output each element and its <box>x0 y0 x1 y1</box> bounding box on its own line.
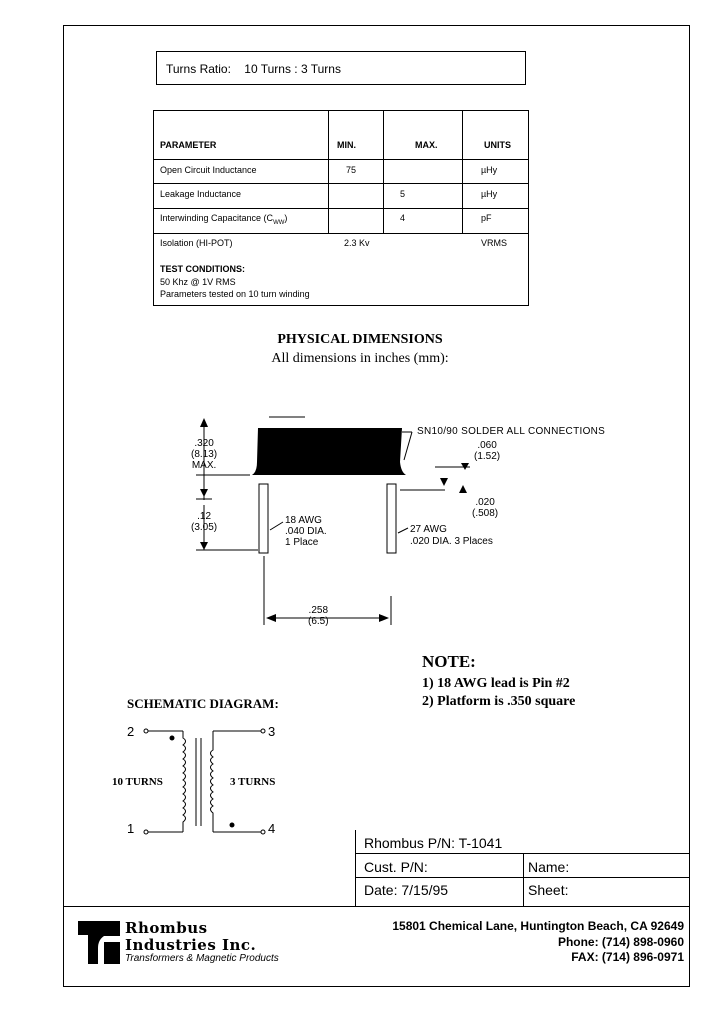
dim-b-in: .020 <box>475 497 495 508</box>
drawer-name: Name: <box>528 859 570 875</box>
header-min: MIN. <box>337 140 356 150</box>
lead-18awg-label <box>285 515 327 548</box>
lead1-dia: .040 DIA. <box>285 526 327 537</box>
tb-divider <box>355 877 690 878</box>
tb-divider <box>523 853 524 906</box>
spacing-dimension <box>308 605 329 627</box>
lead1-gauge: 18 AWG <box>285 515 322 526</box>
param-tail: ) <box>284 213 288 223</box>
rhombus-logo-mark <box>104 942 120 964</box>
lead2-dia: .020 DIA. 3 Places <box>410 536 493 547</box>
footer-divider <box>63 906 690 907</box>
header-parameter: PARAMETER <box>160 140 217 150</box>
lead-len-mm: (3.05) <box>191 522 218 533</box>
row-parameter: Open Circuit Inductance <box>160 165 257 175</box>
arrow-head <box>200 489 208 497</box>
note-item: 1) 18 AWG lead is Pin #2 <box>422 676 570 691</box>
tb-divider <box>355 853 690 854</box>
test-conditions-title: TEST CONDITIONS: <box>160 264 245 274</box>
arrow-head <box>200 418 208 427</box>
row-units: VRMS <box>481 238 508 248</box>
customer-part-number: Cust. P/N: <box>364 859 428 875</box>
arrow-head <box>459 485 467 493</box>
row-units: µHy <box>481 189 498 199</box>
row-units: µHy <box>481 165 498 175</box>
company-address: 15801 Chemical Lane, Huntington Beach, CA 92649 <box>392 919 684 933</box>
secondary-turns-label: 3 TURNS <box>230 776 276 788</box>
pin-label-2: 2 <box>127 724 135 739</box>
dim-b-mm: (.508) <box>472 508 499 519</box>
polarity-dot <box>170 736 175 741</box>
dim-a-mm: (1.52) <box>474 451 501 462</box>
solder-leader <box>404 432 412 460</box>
row-min: 75 <box>346 165 357 175</box>
test-condition-line: 50 Khz @ 1V RMS <box>160 277 236 287</box>
test-condition-line: Parameters tested on 10 turn winding <box>160 289 310 299</box>
lead-len-in: .12 <box>197 511 212 522</box>
turns-ratio-label: Turns Ratio: <box>166 62 231 76</box>
arrow-head <box>379 614 389 622</box>
header-units: UNITS <box>484 140 511 150</box>
pin-terminal <box>261 830 265 834</box>
solder-note: SN10/90 SOLDER ALL CONNECTIONS <box>417 426 606 437</box>
polarity-dot <box>230 823 235 828</box>
pin-terminal <box>144 729 148 733</box>
component-body <box>252 428 406 475</box>
row-max: 5 <box>400 189 406 199</box>
header-max: MAX. <box>415 140 438 150</box>
lead-27awg <box>387 484 396 553</box>
tb-divider <box>355 830 356 906</box>
dim-a <box>474 440 500 462</box>
company-fax: FAX: (714) 896-0971 <box>571 950 684 964</box>
physical-title: PHYSICAL DIMENSIONS <box>277 332 443 347</box>
arrow-head <box>440 478 448 486</box>
pin-label-1: 1 <box>127 821 135 836</box>
lead-length-dimension <box>191 511 217 533</box>
arrow-head <box>266 614 276 622</box>
title-block <box>355 830 690 906</box>
row-parameter: Isolation (HI-POT) <box>160 238 233 248</box>
part-number: Rhombus P/N: T-1041 <box>364 835 503 851</box>
param-text: Interwinding Capacitance (C <box>160 213 274 223</box>
schematic-title: SCHEMATIC DIAGRAM: <box>127 696 279 711</box>
primary-winding <box>183 731 186 832</box>
company-tagline: Transformers & Magnetic Products <box>125 953 279 964</box>
height-dimension <box>191 438 217 471</box>
notes-title: NOTE: <box>422 652 476 671</box>
sheet-number: Sheet: <box>528 882 569 898</box>
lead-leader <box>270 522 283 530</box>
param-subscript: WW <box>273 219 285 226</box>
row-max: 4 <box>400 213 406 223</box>
drawing-date: Date: 7/15/95 <box>364 882 449 898</box>
note-item: 2) Platform is .350 square <box>422 694 576 709</box>
spacing-in: .258 <box>308 605 329 616</box>
primary-turns-label: 10 TURNS <box>112 776 163 788</box>
arrow-head <box>200 542 208 550</box>
row-min: 2.3 Kv <box>344 238 370 248</box>
row-units: pF <box>481 213 492 223</box>
lead-leader <box>398 528 408 533</box>
height-tag: MAX. <box>191 460 217 471</box>
pin-label-4: 4 <box>268 821 276 836</box>
company-name-line1: Rhombus <box>125 919 208 937</box>
dim-a-in: .060 <box>477 440 497 451</box>
lead-18awg <box>259 484 268 553</box>
lead1-qty: 1 Place <box>285 537 319 548</box>
spacing-mm: (6.5) <box>308 616 329 627</box>
secondary-winding <box>211 731 214 832</box>
pin-terminal <box>261 729 265 733</box>
height-mm: (8.13) <box>191 449 218 460</box>
lead-27awg-label <box>410 524 493 548</box>
physical-subtitle: All dimensions in inches (mm): <box>271 351 449 366</box>
turns-ratio-value: 10 Turns : 3 Turns <box>244 62 341 76</box>
pin-terminal <box>144 830 148 834</box>
height-in: .320 <box>194 438 214 449</box>
pin-label-3: 3 <box>268 724 276 739</box>
dim-b <box>472 497 498 519</box>
company-phone: Phone: (714) 898-0960 <box>557 935 684 949</box>
row-parameter: Leakage Inductance <box>160 189 242 199</box>
lead2-gauge: 27 AWG <box>410 524 447 535</box>
company-name-line2: Industries Inc. <box>125 936 257 954</box>
